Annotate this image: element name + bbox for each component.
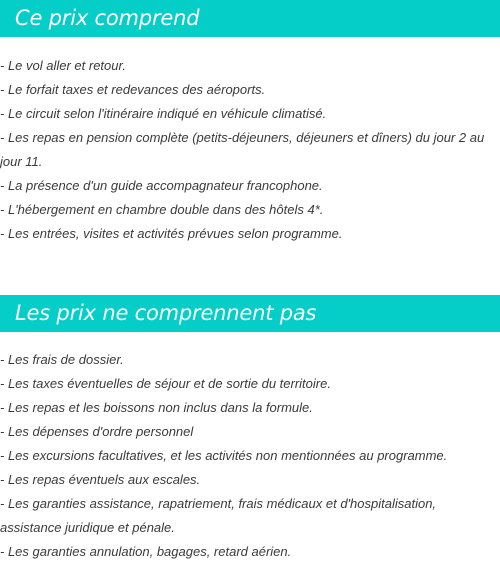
included-section-title: Ce prix comprend	[0, 0, 500, 37]
list-item: - Les garanties annulation, bagages, retard aérien.	[0, 544, 292, 559]
list-item: - Les garanties assistance, rapatriement, frais médicaux et d'hospitalisation, assistance juridique et pénale.	[0, 496, 437, 535]
excluded-section-title: Les prix ne comprennent pas	[0, 295, 500, 332]
list-item: - Le circuit selon l'itinéraire indiqué en véhicule climatisé.	[0, 106, 327, 121]
list-item: - Les repas et les boissons non inclus dans la formule.	[0, 400, 313, 415]
list-item: - Les excursions facultatives, et les activités non mentionnées au programme.	[0, 448, 448, 463]
excluded-list	[0, 348, 500, 564]
list-item: - Les dépenses d'ordre personnel	[0, 424, 194, 439]
list-item: - Les entrées, visites et activités prévues selon programme.	[0, 226, 343, 241]
list-item: - Le vol aller et retour.	[0, 58, 126, 73]
included-list	[0, 54, 500, 246]
list-item: - Le forfait taxes et redevances des aéroports.	[0, 82, 266, 97]
list-item: - Les frais de dossier.	[0, 352, 124, 367]
list-item: - L'hébergement en chambre double dans des hôtels 4*.	[0, 202, 324, 217]
list-item: - Les repas en pension complète (petits-déjeuners, déjeuners et dîners) du jour 2 au jour 11.	[0, 130, 485, 169]
list-item: - Les repas éventuels aux escales.	[0, 472, 201, 487]
list-item: - Les taxes éventuelles de séjour et de sortie du territoire.	[0, 376, 331, 391]
list-item: - La présence d'un guide accompagnateur francophone.	[0, 178, 323, 193]
